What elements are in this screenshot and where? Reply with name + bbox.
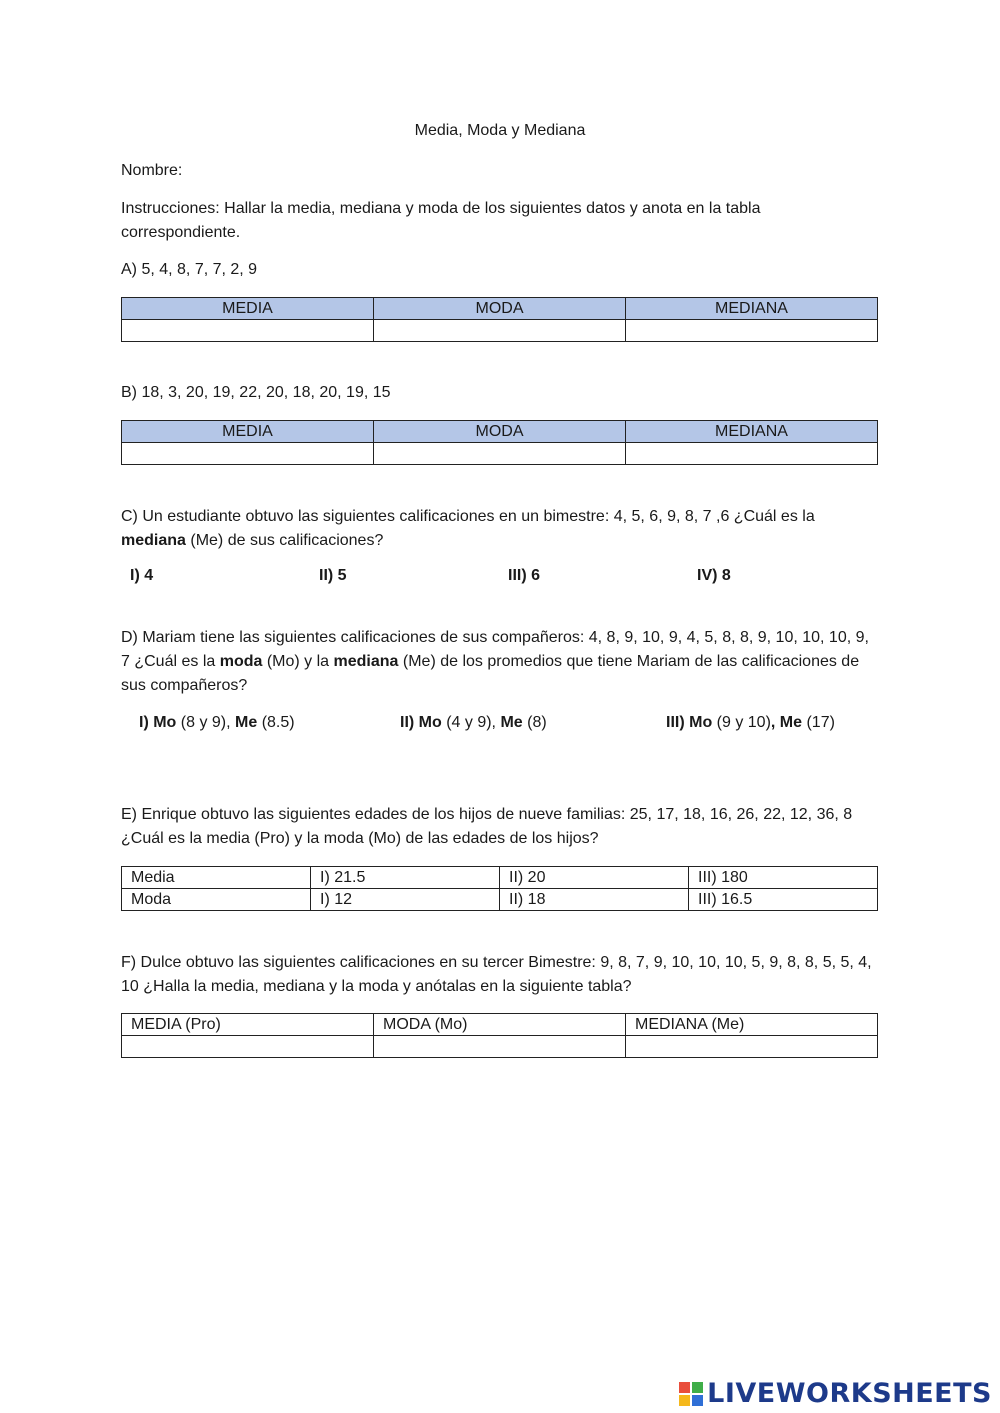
row-label-media: Media [122,867,311,889]
answer-cell-moda[interactable] [374,320,626,342]
question-e-table [121,866,878,911]
table-header-media-pro: MEDIA (Pro) [122,1014,374,1036]
media-option-2[interactable]: II) 20 [500,867,689,889]
question-c-text-part2: (Me) de sus calificaciones? [185,532,384,549]
table-header-moda: MODA [374,421,626,443]
question-d-option-3[interactable]: III) Mo (9 y 10), Me (17) [666,714,835,731]
answer-cell-moda[interactable] [374,443,626,465]
question-d-option-1[interactable]: I) Mo (8 y 9), Me (8.5) [139,714,295,731]
logo-text: LIVEWORKSHEETS [707,1378,992,1409]
answer-cell-media[interactable] [122,443,374,465]
table-header-mediana: MEDIANA [626,421,878,443]
table-header-moda: MODA [374,298,626,320]
question-c-option-2[interactable]: II) 5 [319,567,347,584]
question-c-text-part1: C) Un estudiante obtuvo las siguientes calificaciones en un bimestre: 4, 5, 6, 9, 8, 7 ,6 ¿Cuál es la [121,508,815,525]
question-c-option-3[interactable]: III) 6 [508,567,541,584]
logo-squares-icon [679,1382,703,1406]
moda-option-2[interactable]: II) 18 [500,889,689,911]
answer-cell-media[interactable] [122,320,374,342]
question-d-text: D) Mariam tiene las siguientes calificaciones de sus compañeros: 4, 8, 9, 10, 9, 4, 5, 8, 8, 9, 10, 10, 10, 9, 7 ¿Cuál es la moda (Mo) y la mediana (Me) de los promedios que tiene Mariam de las calificaciones de sus compañeros? [121,629,869,694]
moda-option-3[interactable]: III) 16.5 [689,889,878,911]
table-header-mediana: MEDIANA [626,298,878,320]
question-f-text: F) Dulce obtuvo las siguientes calificaciones en su tercer Bimestre: 9, 8, 7, 9, 10, 10, 10, 5, 9, 8, 8, 5, 5, 4, 10 ¿Halla la media, mediana y la moda y anótalas en la siguiente tabla? [121,954,872,995]
question-c-option-4[interactable]: IV) 8 [697,567,731,584]
table-header-mediana-me: MEDIANA (Me) [626,1014,878,1036]
answer-cell-mediana[interactable] [626,443,878,465]
question-b-table [121,420,878,465]
answer-cell-media[interactable] [122,1036,374,1058]
question-b-text: B) 18, 3, 20, 19, 22, 20, 18, 20, 19, 15 [121,384,391,401]
question-e-text: E) Enrique obtuvo las siguientes edades de los hijos de nueve familias: 25, 17, 18, 16, 26, 22, 12, 36, 8 ¿Cuál es la media (Pro) y la moda (Mo) de las edades de los hijos? [121,806,853,847]
question-c-option-1[interactable]: I) 4 [130,567,154,584]
question-f-table [121,1013,878,1058]
worksheet-title: Media, Moda y Mediana [414,122,586,139]
name-label: Nombre: [121,162,183,179]
row-label-moda: Moda [122,889,311,911]
question-a-text: A) 5, 4, 8, 7, 7, 2, 9 [121,261,258,278]
table-header-moda-mo: MODA (Mo) [374,1014,626,1036]
instructions: Instrucciones: Hallar la media, mediana y moda de los siguientes datos y anota en la tabla correspondiente. [121,200,761,241]
media-option-3[interactable]: III) 180 [689,867,878,889]
question-d-option-2[interactable]: II) Mo (4 y 9), Me (8) [400,714,547,731]
moda-option-1[interactable]: I) 12 [311,889,500,911]
table-header-media: MEDIA [122,421,374,443]
answer-cell-mediana[interactable] [626,1036,878,1058]
question-c-text [121,505,881,553]
liveworksheets-logo [679,1378,992,1409]
answer-cell-mediana[interactable] [626,320,878,342]
question-a-table [121,297,878,342]
question-c-keyword: mediana [121,532,186,549]
media-option-1[interactable]: I) 21.5 [311,867,500,889]
table-header-media: MEDIA [122,298,374,320]
answer-cell-moda[interactable] [374,1036,626,1058]
